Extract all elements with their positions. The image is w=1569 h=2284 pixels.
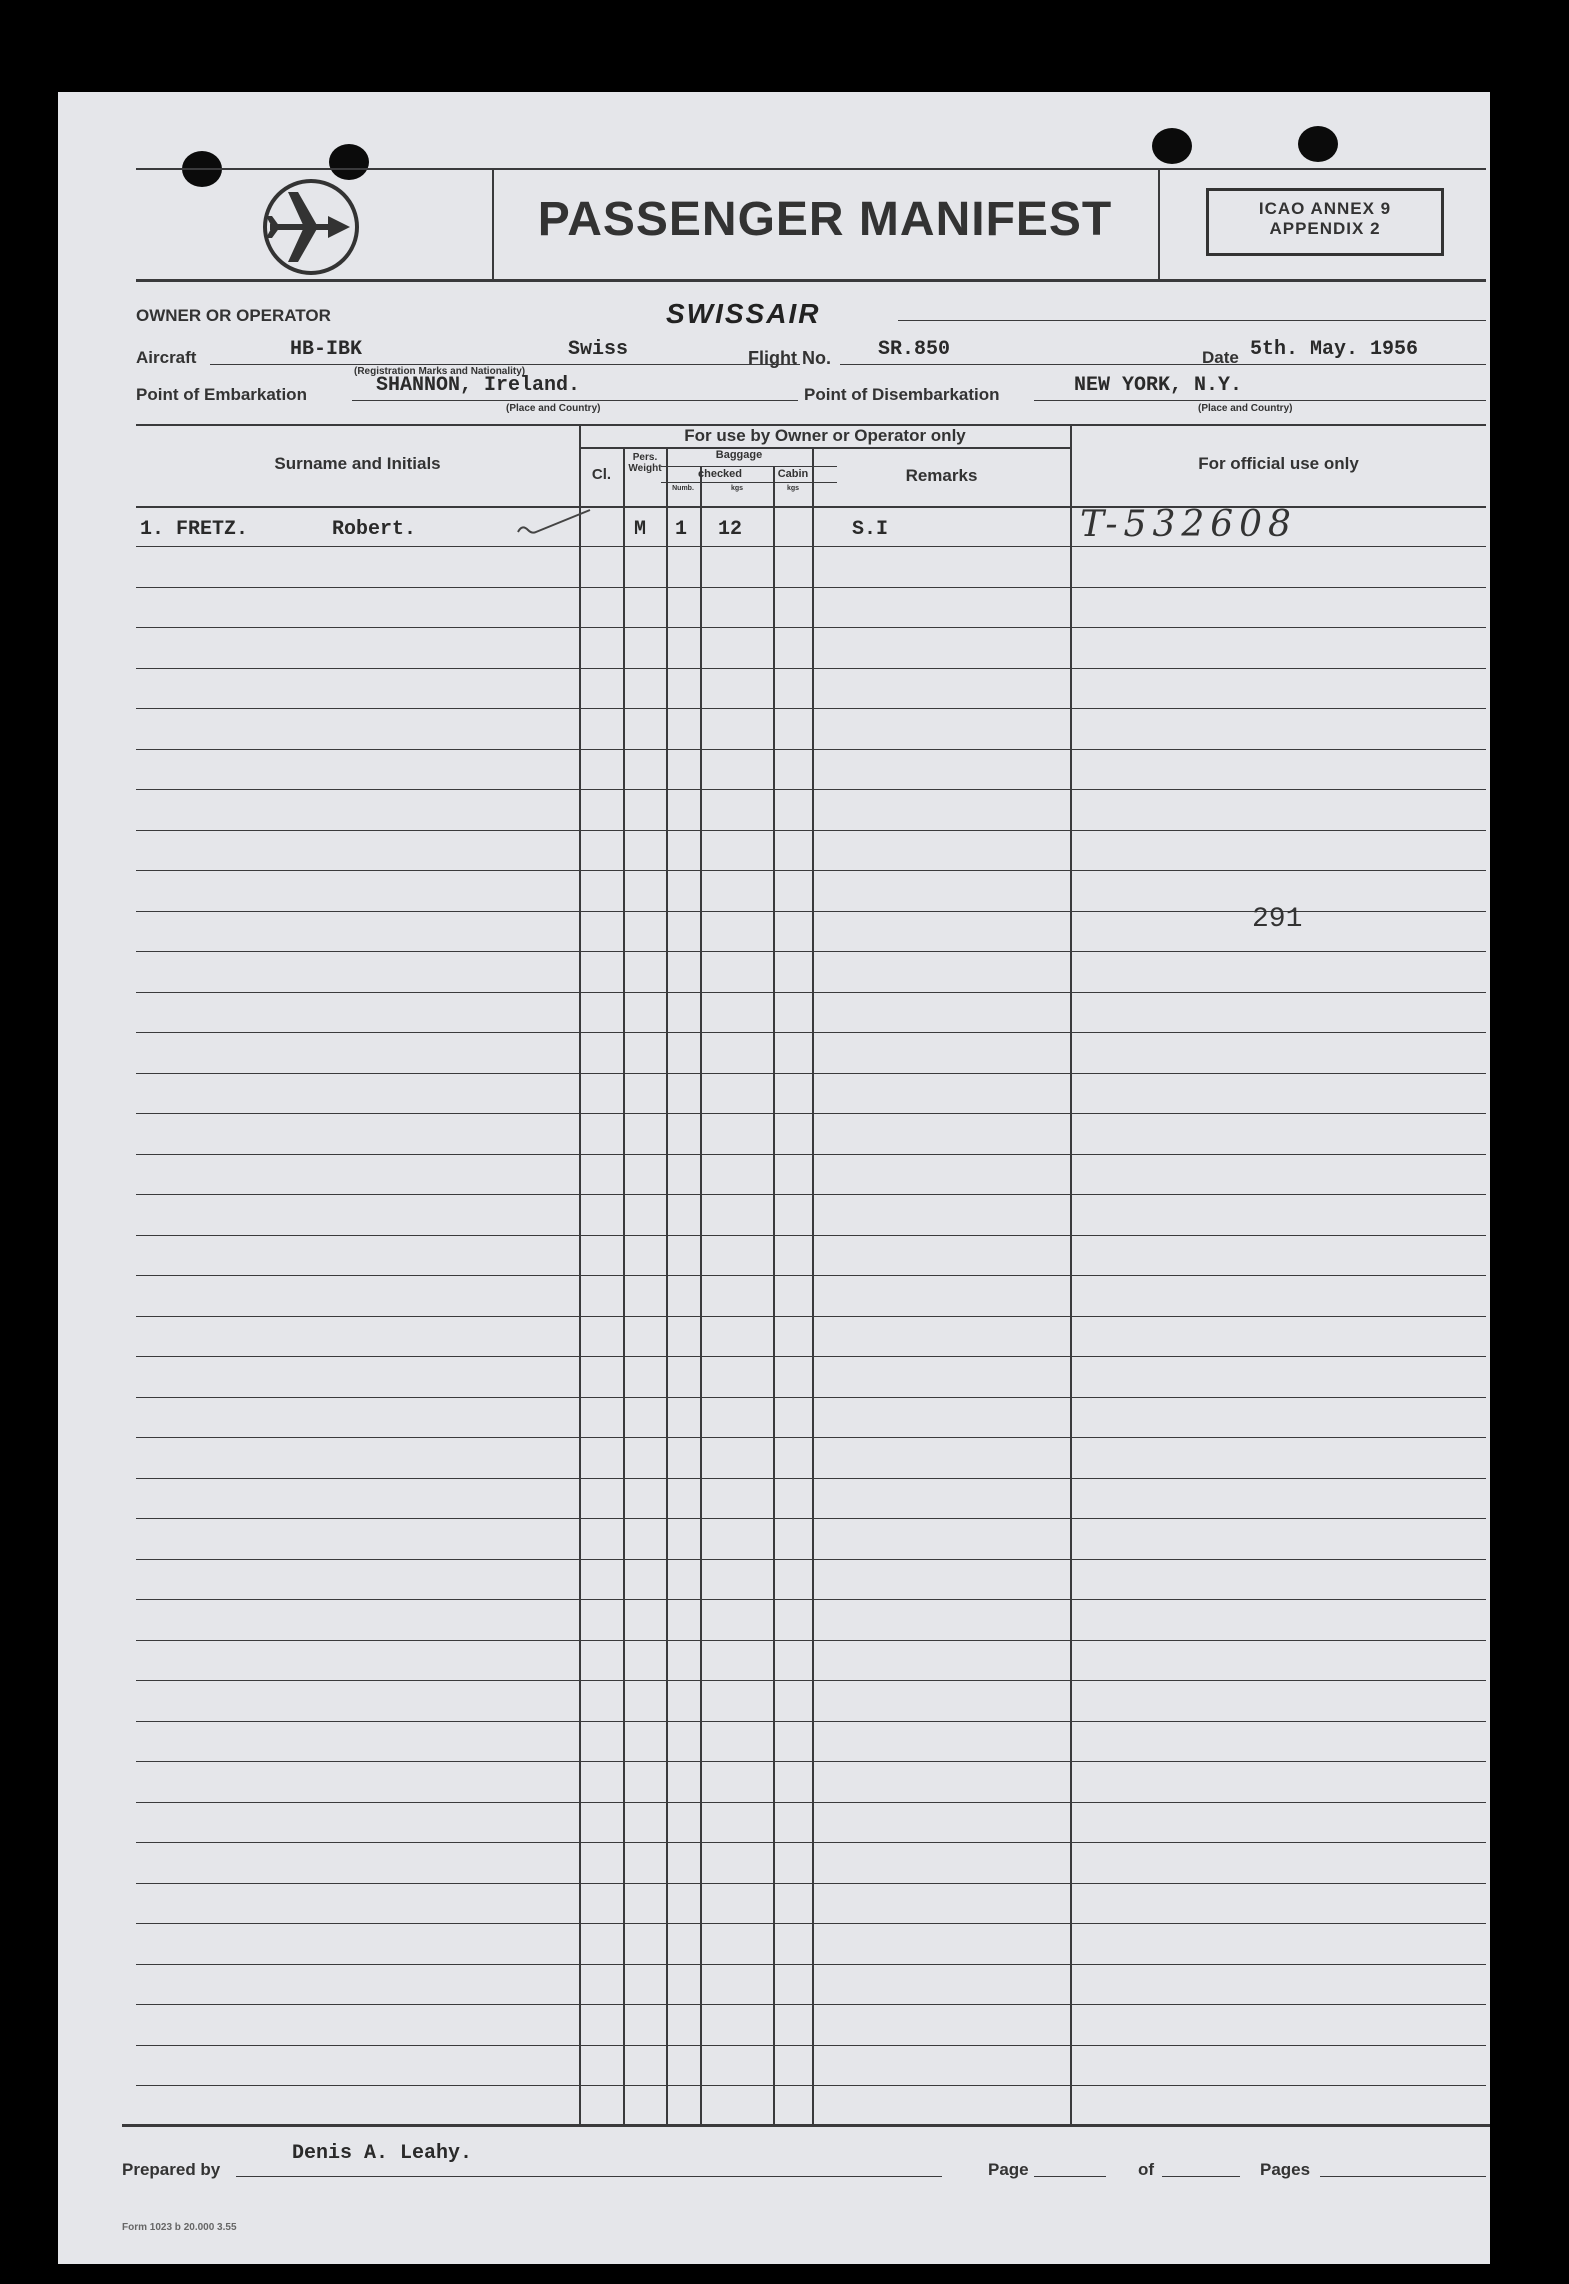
embarkation-value: SHANNON, Ireland. bbox=[376, 374, 581, 397]
disembarkation-value: NEW YORK, N.Y. bbox=[1074, 374, 1243, 397]
check-mark-icon bbox=[514, 502, 594, 538]
embarkation-label: Point of Embarkation bbox=[136, 385, 307, 404]
page-title: PASSENGER MANIFEST bbox=[537, 193, 1113, 246]
row-line bbox=[136, 1559, 1486, 1560]
row-line bbox=[136, 2004, 1486, 2005]
row-line bbox=[136, 1154, 1486, 1155]
baggage-header: Baggage bbox=[715, 449, 763, 461]
row-line bbox=[136, 627, 1486, 628]
disembarkation-caption: (Place and Country) bbox=[1198, 403, 1293, 414]
owner-use-header: For use by Owner or Operator only bbox=[684, 426, 966, 445]
baggage-numb: 1 bbox=[675, 518, 688, 541]
row-line bbox=[136, 1680, 1486, 1681]
kgs-header: kgs bbox=[730, 485, 744, 492]
punch-hole bbox=[1298, 126, 1338, 162]
row-line bbox=[136, 546, 1486, 547]
row-line bbox=[136, 1356, 1486, 1357]
page-label: Page bbox=[988, 2160, 1029, 2179]
disembarkation-label: Point of Disembarkation bbox=[804, 385, 1000, 404]
cabin-header: Cabin bbox=[777, 468, 809, 480]
row-line bbox=[136, 749, 1486, 750]
weight-label: Weight bbox=[628, 463, 662, 474]
date-label: Date bbox=[1202, 348, 1239, 367]
icao-line-2: APPENDIX 2 bbox=[1269, 219, 1381, 238]
row-line bbox=[136, 1802, 1486, 1803]
pages-label: Pages bbox=[1260, 2160, 1311, 2179]
passenger-weight: M bbox=[634, 518, 647, 541]
row-line bbox=[136, 1032, 1486, 1033]
passenger-surname: 1. FRETZ. bbox=[140, 518, 249, 541]
row-line bbox=[136, 992, 1486, 993]
prepared-by-value: Denis A. Leahy. bbox=[292, 2142, 473, 2165]
row-line bbox=[136, 1883, 1486, 1884]
row-line bbox=[136, 1923, 1486, 1924]
row-line bbox=[136, 2085, 1486, 2086]
row-line bbox=[136, 1073, 1486, 1074]
pers-label: Pers. bbox=[632, 452, 658, 463]
row-line bbox=[136, 1761, 1486, 1762]
row-line bbox=[136, 1437, 1486, 1438]
row-line bbox=[136, 1316, 1486, 1317]
class-header: Cl. bbox=[591, 466, 612, 483]
row-line bbox=[136, 1113, 1486, 1114]
numb-header: Numb. bbox=[672, 485, 694, 492]
prepared-by-label: Prepared by bbox=[122, 2160, 221, 2179]
row-line bbox=[136, 668, 1486, 669]
row-line bbox=[136, 1518, 1486, 1519]
official-number: T-532608 bbox=[1080, 504, 1297, 545]
stamp-number: 291 bbox=[1252, 904, 1303, 935]
row-line bbox=[136, 2045, 1486, 2046]
row-line bbox=[136, 1275, 1486, 1276]
passenger-initials: Robert. bbox=[332, 518, 417, 541]
row-line bbox=[136, 951, 1486, 952]
row-line bbox=[136, 830, 1486, 831]
embarkation-caption: (Place and Country) bbox=[506, 403, 601, 414]
date-value: 5th. May. 1956 bbox=[1250, 338, 1419, 361]
row-line bbox=[136, 1640, 1486, 1641]
row-line bbox=[136, 1194, 1486, 1195]
pers-weight-header bbox=[624, 452, 666, 474]
row-line bbox=[136, 870, 1486, 871]
airplane-circle-icon bbox=[258, 178, 364, 276]
aircraft-label: Aircraft bbox=[136, 348, 197, 367]
aircraft-value: HB-IBK bbox=[290, 338, 363, 361]
row-line bbox=[136, 1397, 1486, 1398]
form-number: Form 1023 b 20.000 3.55 bbox=[122, 2222, 237, 2233]
cabin-kgs-header: kgs bbox=[786, 485, 800, 492]
nationality-value: Swiss bbox=[568, 338, 629, 361]
icao-box bbox=[1206, 188, 1444, 256]
row-line bbox=[136, 587, 1486, 588]
row-line bbox=[136, 708, 1486, 709]
official-use-header: For official use only bbox=[1198, 454, 1359, 473]
icao-line-1: ICAO ANNEX 9 bbox=[1258, 199, 1392, 218]
surname-header: Surname and Initials bbox=[274, 454, 441, 473]
owner-label: OWNER OR OPERATOR bbox=[136, 306, 331, 325]
row-line bbox=[136, 1964, 1486, 1965]
baggage-kgs: 12 bbox=[718, 518, 743, 541]
row-line bbox=[136, 1478, 1486, 1479]
of-label: of bbox=[1138, 2160, 1155, 2179]
manifest-sheet bbox=[58, 92, 1490, 2264]
row-line bbox=[136, 789, 1486, 790]
row-line bbox=[136, 1235, 1486, 1236]
row-line bbox=[136, 1721, 1486, 1722]
punch-hole bbox=[329, 144, 369, 180]
punch-hole bbox=[1152, 128, 1192, 164]
row-line bbox=[136, 1842, 1486, 1843]
checked-header: checked bbox=[697, 468, 743, 480]
row-line bbox=[136, 1599, 1486, 1600]
remarks-header: Remarks bbox=[905, 466, 978, 485]
aircraft-caption: (Registration Marks and Nationality) bbox=[354, 366, 526, 377]
passenger-remarks: S.I bbox=[852, 518, 889, 541]
flight-value: SR.850 bbox=[878, 338, 951, 361]
flight-label: Flight No. bbox=[748, 348, 831, 368]
owner-value: SWISSAIR bbox=[666, 298, 821, 329]
